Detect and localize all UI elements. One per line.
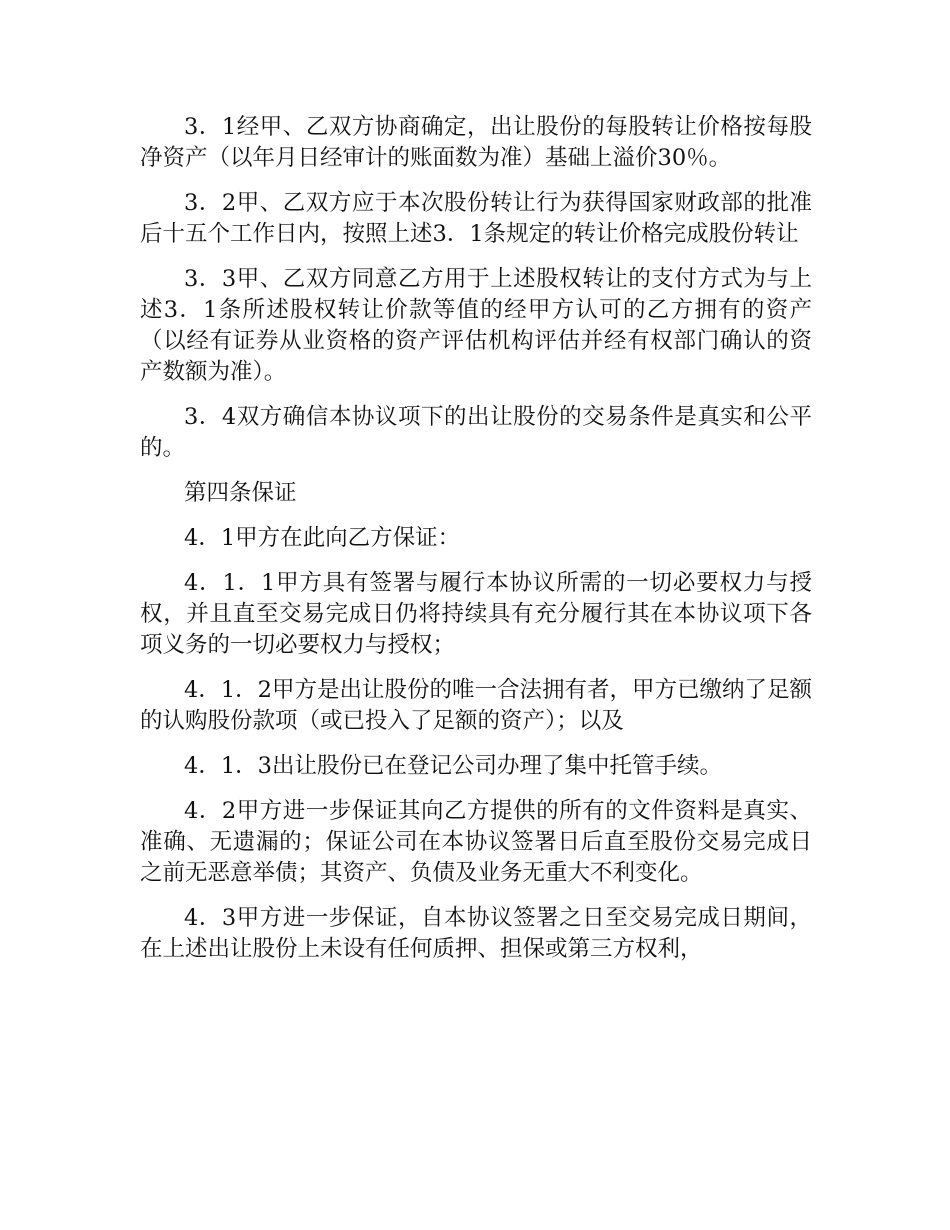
clause-4-2: 4．2甲方进一步保证其向乙方提供的所有的文件资料是真实、准确、无遗漏的；保证公司在本协议签署日后直至股份交易完成日之前无恶意举债；其资产、负债及业务无重大不利变化。 (140, 798, 812, 886)
document-page (140, 112, 812, 979)
article-4-heading: 第四条保证 (184, 480, 297, 506)
clause-3-3: 3．3甲、乙双方同意乙方用于上述股权转让的支付方式为与上述3．1条所述股权转让价款等值的经甲方认可的乙方拥有的资产（以经有证券从业资格的资产评估机构评估并经有权部门确认的资产数额为准）。 (140, 266, 812, 385)
clause-4-1-1: 4．1．1甲方具有签署与履行本协议所需的一切必要权力与授权，并且直至交易完成日仍将持续具有充分履行其在本协议项下各项义务的一切必要权力与授权； (140, 570, 812, 658)
clause-4-1: 4．1甲方在此向乙方保证： (184, 525, 461, 551)
clause-3-4: 3．4双方确信本协议项下的出让股份的交易条件是真实和公平的。 (140, 404, 812, 461)
clause-4-1-2: 4．1．2甲方是出让股份的唯一合法拥有者，甲方已缴纳了足额的认购股份款项（或已投入了足额的资产）；以及 (140, 677, 812, 734)
clause-3-2: 3．2甲、乙双方应于本次股份转让行为获得国家财政部的批准后十五个工作日内，按照上述3．1条规定的转让价格完成股份转让 (140, 190, 812, 247)
clause-4-3: 4．3甲方进一步保证，自本协议签署之日至交易完成日期间，在上述出让股份上未设有任何质押、担保或第三方权利， (140, 905, 812, 962)
clause-4-1-3: 4．1．3出让股份已在登记公司办理了集中托管手续。 (184, 753, 722, 779)
clause-3-1: 3．1经甲、乙双方协商确定，出让股份的每股转让价格按每股净资产（以年月日经审计的账面数为准）基础上溢价30％。 (140, 114, 812, 171)
